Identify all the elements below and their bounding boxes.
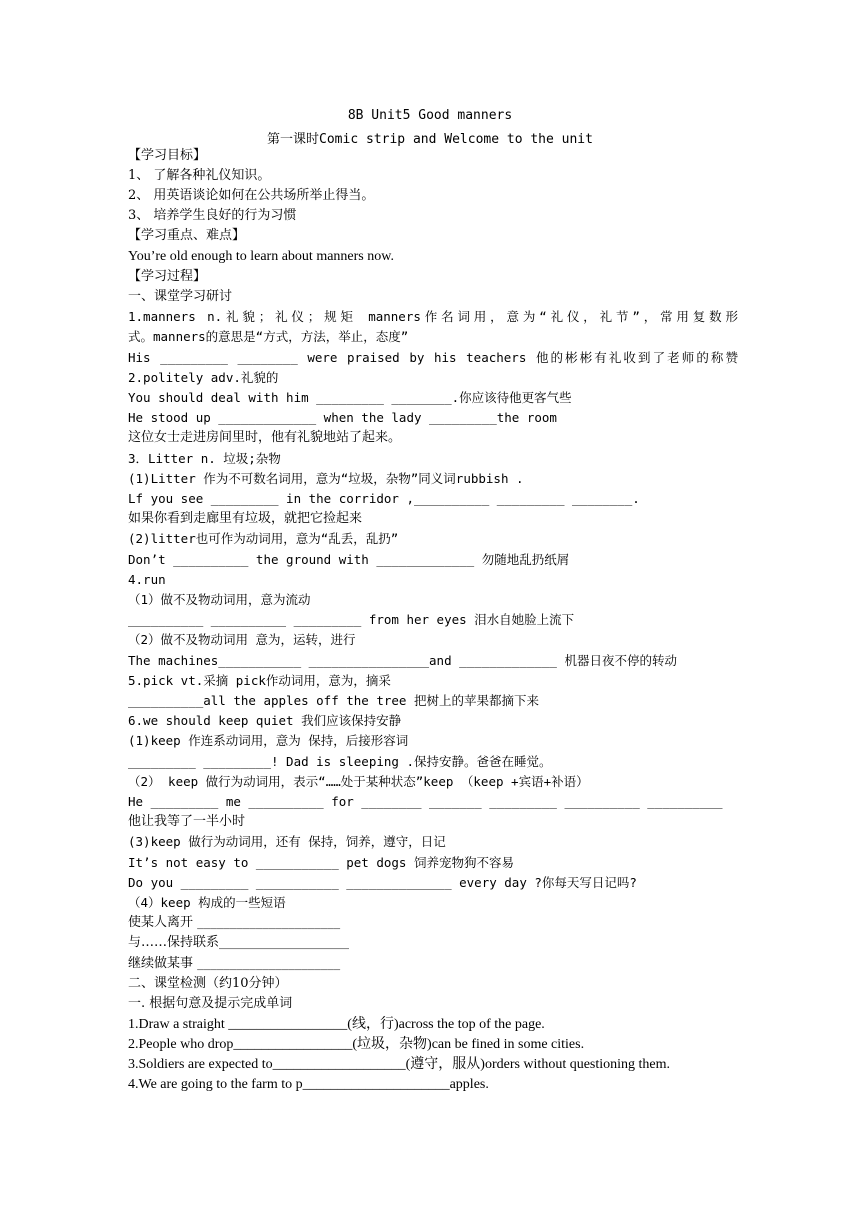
exercise-line: The machines___________ ________________and _____________ 机器日夜不停的转动 xyxy=(128,653,677,668)
objective-item: 2、 用英语谈论如何在公共场所举止得当。 xyxy=(128,188,375,203)
text-line: 他让我等了一半小时 xyxy=(128,814,246,829)
part-subheading: 一. 根据句意及提示完成单词 xyxy=(128,996,293,1011)
exercise-line: He _________ me __________ for ________ _______ _________ __________ __________ xyxy=(128,794,723,809)
text-line: （2）做不及物动词用 意为，运转，进行 xyxy=(128,632,356,647)
exercise-line: He stood up _____________ when the lady _________the room xyxy=(128,410,557,425)
exercise-line: _________ _________! Dad is sleeping .保持安静。爸爸在睡觉。 xyxy=(128,754,552,769)
vocab-item: 5.pick vt.采摘 pick作动词用，意为，摘采 xyxy=(128,673,391,688)
vocab-item: 3．Litter n. 垃圾;杂物 xyxy=(128,451,281,466)
document-title: 8B Unit5 Good manners xyxy=(347,108,513,123)
text-line: (1)keep 作连系动词用，意为 保持，后接形容词 xyxy=(128,733,409,748)
exercise-line: Do you _________ ___________ ______________ every day ?你每天写日记吗? xyxy=(128,875,637,890)
text-line: 这位女士走进房间里时，他有礼貌地站了起来。 xyxy=(128,430,402,445)
text-line: (1)Litter 作为不可数名词用，意为“垃圾，杂物”同义词rubbish . xyxy=(128,471,524,486)
section-heading: 【学习重点、难点】 xyxy=(128,228,246,243)
exercise-line: __________ __________ _________ from her eyes 泪水自她脸上流下 xyxy=(128,612,575,627)
exercise-line: You should deal with him _________ ________.你应该待他更客气些 xyxy=(128,390,572,405)
text-line: 式。manners的意思是“方式，方法，举止，态度” xyxy=(128,329,409,344)
exercise-line: 4.We are going to the farm to p_____________________apples. xyxy=(128,1077,489,1092)
phrase-item: 使某人离开 ______________________ xyxy=(128,915,341,930)
vocab-item: 2.politely adv.礼貌的 xyxy=(128,370,279,385)
vocab-item: 6.we should keep quiet 我们应该保持安静 xyxy=(128,713,402,728)
text-line: 如果你看到走廊里有垃圾，就把它捡起来 xyxy=(128,511,363,526)
text-line: 1.manners n.礼貌；礼仪；规矩 manners作名词用，意为“礼仪，礼节”，常用复数形 xyxy=(128,309,738,324)
exercise-line: __________all the apples off the tree 把树上的苹果都摘下来 xyxy=(128,693,539,708)
text-line: （4）keep 构成的一些短语 xyxy=(128,895,286,910)
exercise-line: 1.Draw a straight _________________(线，行)across the top of the page. xyxy=(128,1017,545,1032)
exercise-line: It’s not easy to ___________ pet dogs 饲养宠物狗不容易 xyxy=(128,855,514,870)
exercise-line: 2.People who drop_________________(垃圾，杂物)can be fined in some cities. xyxy=(128,1037,585,1052)
vocab-item: 4.run xyxy=(128,572,166,587)
document-subtitle: 第一课时Comic strip and Welcome to the unit xyxy=(267,132,593,147)
phrase-item: 与……保持联系____________________ xyxy=(128,935,350,950)
key-sentence: You’re old enough to learn about manners now. xyxy=(128,249,394,264)
part-heading: 一、课堂学习研讨 xyxy=(128,289,233,304)
objective-item: 1、 了解各种礼仪知识。 xyxy=(128,168,271,183)
text-line: (3)keep 做行为动词用，还有 保持，饲养，遵守，日记 xyxy=(128,834,446,849)
exercise-line: His _________ ________ were praised by his teachers 他的彬彬有礼收到了老师的称赞 xyxy=(128,350,738,365)
part-heading: 二、课堂检测（约10分钟） xyxy=(128,976,288,991)
text-line: (2)litter也可作为动词用，意为“乱丢，乱扔” xyxy=(128,531,399,546)
text-line: （2） keep 做行为动词用，表示“……处于某种状态”keep （keep +宾语+补语） xyxy=(128,774,589,789)
section-heading: 【学习目标】 xyxy=(128,148,207,163)
exercise-line: Lf you see _________ in the corridor ,__________ _________ ________. xyxy=(128,491,640,506)
section-heading: 【学习过程】 xyxy=(128,269,207,284)
exercise-line: 3.Soldiers are expected to___________________(遵守，服从)orders without questioning them. xyxy=(128,1057,671,1072)
exercise-line: Don’t __________ the ground with _____________ 勿随地乱扔纸屑 xyxy=(128,552,570,567)
text-line: （1）做不及物动词用，意为流动 xyxy=(128,592,311,607)
phrase-item: 继续做某事 ______________________ xyxy=(128,956,341,971)
objective-item: 3、 培养学生良好的行为习惯 xyxy=(128,208,297,223)
